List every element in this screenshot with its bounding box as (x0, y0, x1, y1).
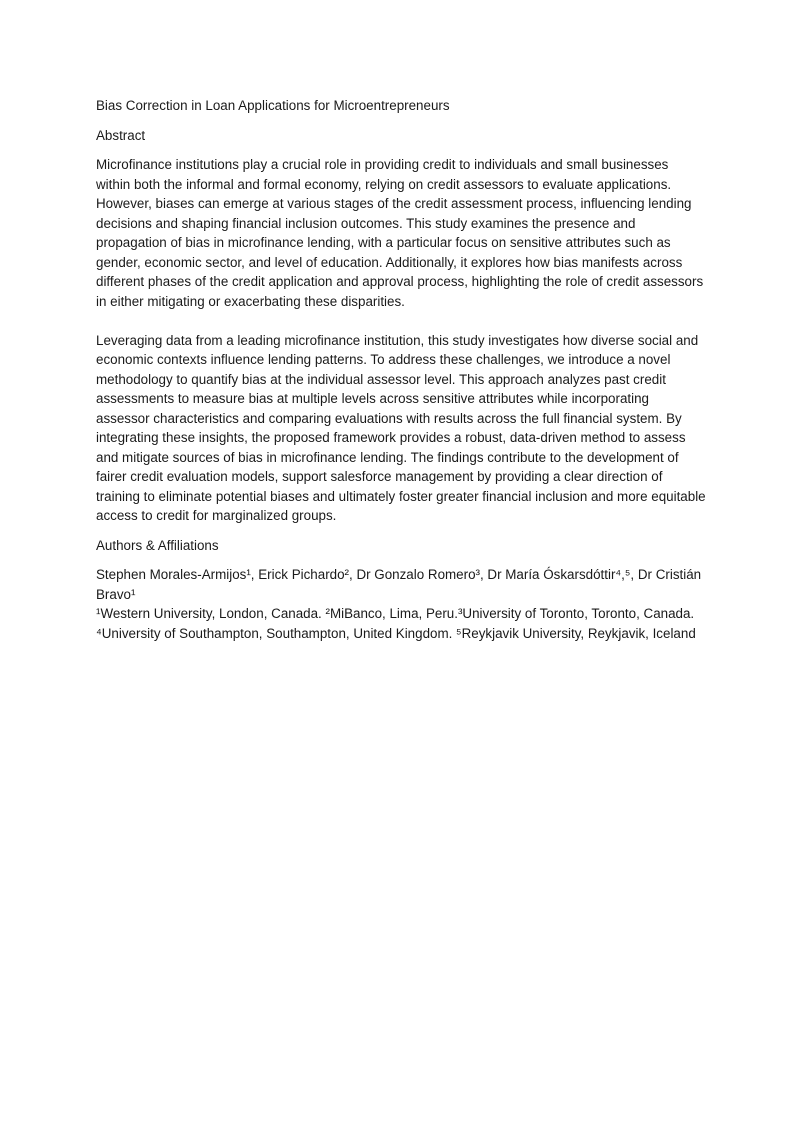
authors-list: Stephen Morales-Armijos¹, Erick Pichardo², Dr Gonzalo Romero³, Dr María Óskarsdóttir⁴,⁵, Dr Cristián Bravo¹ (96, 567, 702, 602)
affiliations-list: ¹Western University, London, Canada. ²MiBanco, Lima, Peru.³University of Toronto, Toronto, Canada. ⁴University of Southampton, Southampton, United Kingdom. ⁵Reykjavik University, Reykjavik, Iceland (96, 606, 696, 641)
abstract-heading: Abstract (96, 127, 146, 143)
abstract-paragraph-2: Leveraging data from a leading microfinance institution, this study investigates how diverse social and economic contexts influence lending patterns. To address these challenges, we introduce a novel methodology to quantify bias at the individual assessor level. This approach analyzes past credit assessments to measure bias at multiple levels across sensitive attributes while incorporating assessor characteristics and comparing evaluations with results across the full financial system. By integrating these insights, the proposed framework provides a robust, data-driven method to assess and mitigate sources of bias in microfinance lending. The findings contribute to the development of fairer credit evaluation models, support salesforce management by providing a clear direction of training to eliminate potential biases and ultimately foster greater financial inclusion and more equitable access to credit for marginalized groups. (96, 332, 706, 523)
abstract-body (96, 155, 706, 526)
paper-title: Bias Correction in Loan Applications for Microentrepreneurs (96, 98, 450, 113)
document-body (96, 96, 706, 643)
abstract-paragraph-1: Microfinance institutions play a crucial role in providing credit to individuals and small businesses within both the informal and formal economy, relying on credit assessors to evaluate applications. However, biases can emerge at various stages of the credit assessment process, influencing lending decisions and shaping financial inclusion outcomes. This study examines the presence and propagation of bias in microfinance lending, with a particular focus on sensitive attributes such as gender, economic sector, and level of education. Additionally, it explores how bias manifests across different phases of the credit application and approval process, highlighting the role of credit assessors in either mitigating or exacerbating these disparities. (96, 157, 704, 309)
authors-heading: Authors & Affiliations (96, 537, 219, 553)
